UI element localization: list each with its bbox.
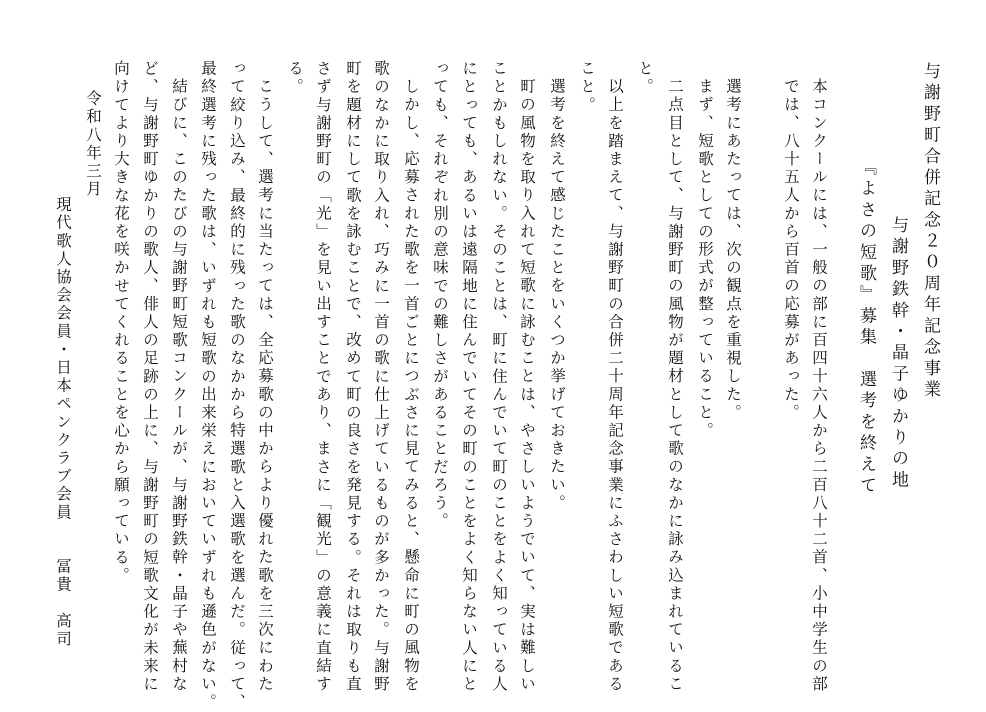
body-line-14: しかし、応募された歌を一首ごとにつぶさに見てみると、懸命に町の風物を: [402, 78, 420, 694]
body-line-13: っても、それぞれ別の意味での難しさがあることだろう。: [431, 60, 449, 531]
body-line-2: では、八十五人から百首の応募があった。: [782, 78, 800, 422]
body-line-15: 歌のなかに取り入れ、巧みに一首の歌に仕上げているものが多かった。与謝野: [372, 60, 390, 694]
body-line-5: 二点目として、与謝野町の風物が題材として歌のなかに詠み込まれているこ: [666, 78, 684, 694]
event-subtitle: 与謝野鉄幹・晶子ゆかりの地: [888, 216, 908, 492]
body-line-11: ことかもしれない。そのことは、町に住んでいて町のことをよく知っている人: [490, 60, 508, 694]
body-line-10: 町の風物を取り入れて短歌に詠むことは、やさしいようでいて、実は難しい: [518, 78, 536, 694]
body-line-12: にとっても、あるいは遠隔地に住んでいてその町のことをよく知らない人にと: [460, 60, 478, 694]
body-line-9: 選考を終えて感じたことをいくつか挙げておきたい。: [548, 78, 566, 513]
body-line-6: と。: [636, 60, 654, 97]
body-line-22: 結びに、このたびの与謝野町短歌コンクールが、与謝野鉄幹・晶子や蕪村な: [170, 78, 188, 694]
body-line-17: さず与謝野町の「光」を見い出すことであり、まさに「観光」の意義に直結す: [314, 60, 332, 694]
body-line-18: る。: [286, 60, 304, 97]
essay-heading: 『よさの短歌』募集 選考を終えて: [856, 158, 876, 498]
body-line-16: 町を題材にして歌を詠むことで、改めて町の良さを発見する。それは取りも直: [344, 60, 362, 694]
body-line-21: 最終選考に残った歌は、いずれも短歌の出来栄えにおいていずれも遜色がない。: [199, 60, 217, 712]
author-signature: 現代歌人協会会員・日本ペンクラブ会員 冨貴 高司: [54, 196, 72, 649]
body-line-3: 選考にあたっては、次の観点を重視した。: [724, 78, 742, 422]
date-line: 令和八年三月: [84, 90, 102, 199]
event-title: 与謝野町合併記念２０周年記念事業: [920, 62, 940, 402]
body-line-19: こうして、選考に当たっては、全応募歌の中からより優れた歌を三次にわた: [256, 78, 274, 694]
body-line-20: って絞り込み、最終的に残った歌のなかから特選歌と入選歌を選んだ。従って、: [228, 60, 246, 712]
body-line-7: 以上を踏まえて、与謝野町の合併二十周年記念事業にふさわしい短歌である: [606, 78, 624, 694]
body-line-8: こと。: [578, 60, 596, 115]
body-line-4: まず、短歌としての形式が整っていること。: [696, 78, 714, 440]
body-line-1: 本コンクールには、一般の部に百四十六人から二百八十二首、小中学生の部: [810, 78, 828, 694]
body-line-24: 向けてより大きな花を咲かせてくれることを心から願っている。: [112, 60, 130, 585]
body-line-23: ど、与謝野町ゆかりの歌人、俳人の足跡の上に、与謝野町の短歌文化が未来に: [141, 60, 159, 694]
